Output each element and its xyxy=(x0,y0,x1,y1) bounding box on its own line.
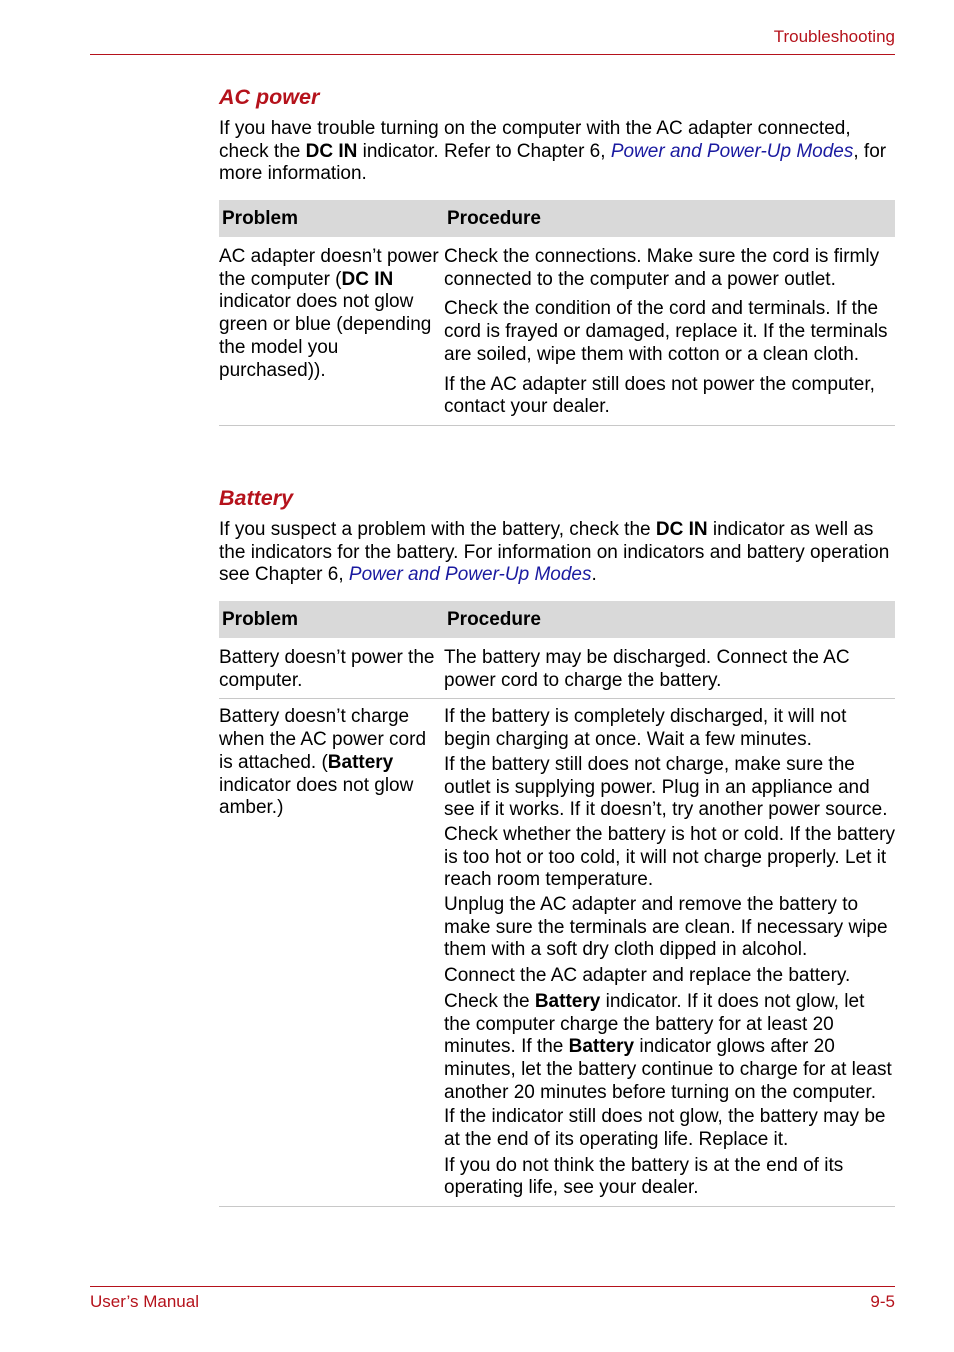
power-modes-link[interactable]: Power and Power-Up Modes xyxy=(348,564,592,586)
table-row xyxy=(219,237,895,426)
table-header xyxy=(219,200,895,237)
procedure-step: Check whether the battery is hot or cold. If the battery is too hot or too cold, it will not charge properly. Let it reach room temperature. xyxy=(444,823,895,891)
procedure-cell xyxy=(444,246,895,419)
procedure-step: Check the condition of the cord and terminals. If the cord is frayed or damaged, replace it. If the terminals are soiled, wipe them with cotton or a clean cloth. xyxy=(444,298,888,365)
table-row xyxy=(219,638,895,699)
manual-name: User’s Manual xyxy=(90,1292,199,1311)
ac-power-heading: AC power xyxy=(219,85,320,109)
page-number: 9-5 xyxy=(870,1292,895,1311)
procedure-cell xyxy=(444,706,895,1200)
column-header-problem: Problem xyxy=(222,207,299,229)
battery-section xyxy=(219,485,895,587)
problem-cell: Battery doesn’t charge when the AC power cord is attached. (Battery indicator does not glow amber.) xyxy=(219,706,427,819)
procedure-step: The battery may be discharged. Connect the AC power cord to charge the battery. xyxy=(444,647,850,691)
procedure-step: Check the Battery indicator. If it does not glow, let the computer charge the battery for at least 20 minutes. If the Battery indicator glows after 20 minutes, let the battery continue to charge for at least another 20 minutes before turning on the computer. xyxy=(444,990,892,1103)
procedure-step: If the AC adapter still does not power the computer, contact your dealer. xyxy=(444,373,875,418)
ac-power-section xyxy=(219,84,895,186)
procedure-step: If the indicator still does not glow, the battery may be at the end of its operating life. Replace it. xyxy=(444,1106,886,1151)
running-header: Troubleshooting xyxy=(773,27,895,46)
dc-in-term: DC IN xyxy=(655,519,708,540)
procedure-step: Check the connections. Make sure the cord is firmly connected to the computer and a power outlet. xyxy=(444,246,880,290)
table-header xyxy=(219,601,895,638)
problem-cell: AC adapter doesn’t power the computer (DC IN indicator does not glow green or blue (depending the model you purchased)). xyxy=(219,246,439,381)
header-rule xyxy=(90,54,895,55)
procedure-step: If the battery still does not charge, make sure the outlet is supplying power. Plug in an appliance and see if it works. If it doesn’t, try another power source. xyxy=(444,753,888,821)
battery-table xyxy=(219,601,895,1207)
procedure-step: Unplug the AC adapter and remove the battery to make sure the terminals are clean. If necessary wipe them with a soft dry cloth dipped in alcohol. xyxy=(444,894,888,961)
procedure-cell xyxy=(444,647,895,692)
procedure-step: If the battery is completely discharged, it will not begin charging at once. Wait a few minutes. xyxy=(444,706,847,751)
procedure-step: If you do not think the battery is at the end of its operating life, see your dealer. xyxy=(444,1154,844,1199)
column-header-problem: Problem xyxy=(222,608,299,630)
power-modes-link[interactable]: Power and Power-Up Modes xyxy=(610,140,854,162)
battery-intro: If you suspect a problem with the battery, check the DC IN indicator as well as the indicators for the battery. For information on indicators and battery operation see Chapter 6, Power and Power-Up Modes. xyxy=(219,519,890,586)
column-header-procedure: Procedure xyxy=(447,608,541,630)
battery-heading: Battery xyxy=(219,486,294,510)
ac-power-table xyxy=(219,200,895,426)
problem-cell: Battery doesn’t power the computer. xyxy=(219,647,435,691)
footer-rule xyxy=(90,1286,895,1287)
procedure-step: Connect the AC adapter and replace the battery. xyxy=(444,965,851,987)
dc-in-term: DC IN xyxy=(305,140,358,162)
ac-power-intro: If you have trouble turning on the computer with the AC adapter connected, check the DC IN indicator. Refer to Chapter 6, Power and Power-Up Modes, for more information. xyxy=(219,118,887,185)
column-header-procedure: Procedure xyxy=(447,207,541,229)
table-row xyxy=(219,699,895,1207)
